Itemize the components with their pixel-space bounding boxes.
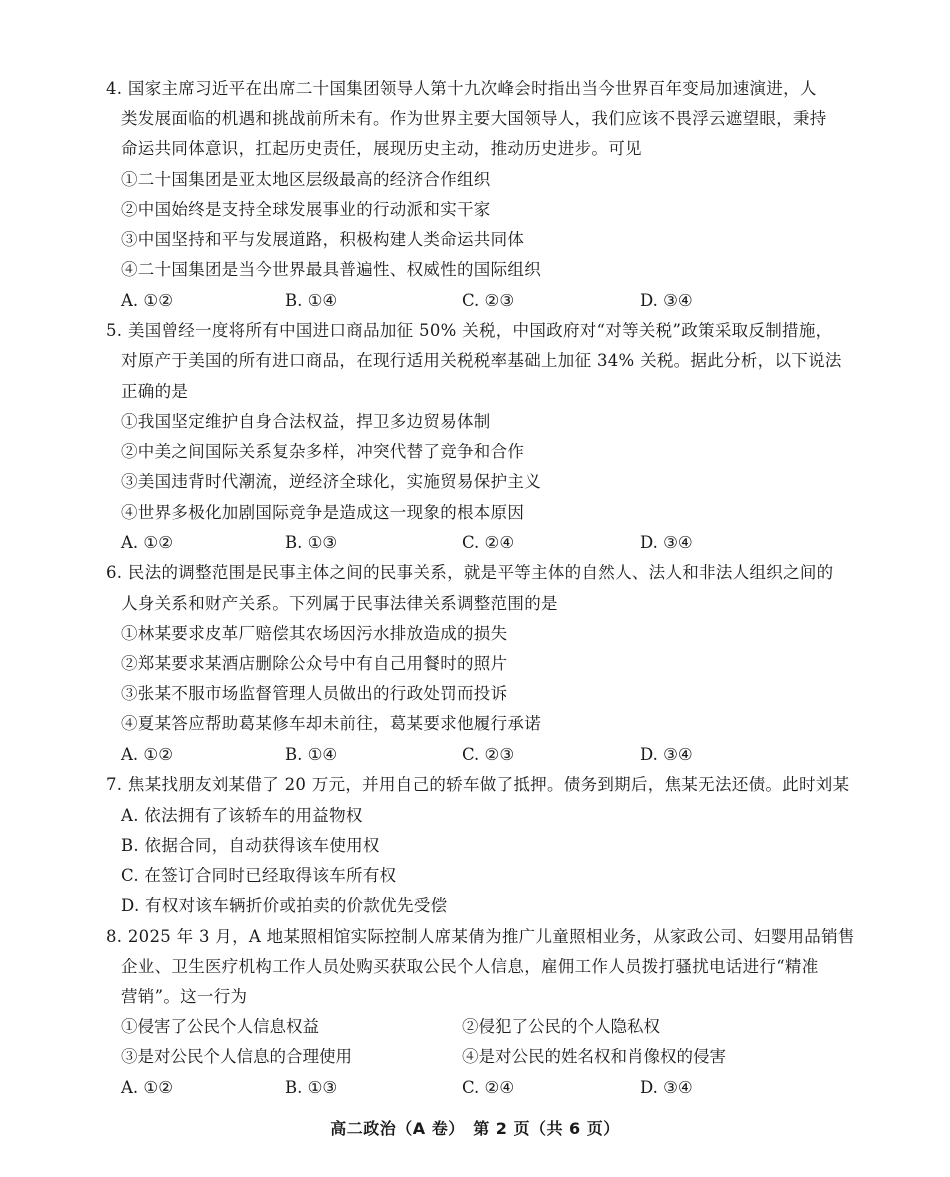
statement: ①我国坚定维护自身合法权益，捍卫多边贸易体制 xyxy=(121,412,491,431)
question-stem-line: 7. 焦某找朋友刘某借了 20 万元，并用自己的轿车做了抵押。债务到期后，焦某无法还债。此时刘某 xyxy=(106,775,850,794)
option-b: B. 依据合同，自动获得该车使用权 xyxy=(121,836,380,855)
statement: ①侵害了公民个人信息权益 xyxy=(121,1017,319,1036)
option-d: D. 有权对该车辆折价或拍卖的价款优先受偿 xyxy=(121,896,448,915)
choice-c: C. ②③ xyxy=(462,745,515,764)
choice-b: B. ①④ xyxy=(285,291,338,310)
statement: ④世界多极化加剧国际竞争是造成这一现象的根本原因 xyxy=(121,503,525,522)
page-footer: 高二政治（A 卷） 第 2 页（共 6 页） xyxy=(330,1119,620,1138)
statement: ②郑某要求某酒店删除公众号中有自己用餐时的照片 xyxy=(121,654,508,673)
option-c: C. 在签订合同时已经取得该车所有权 xyxy=(121,866,397,885)
question-stem-line: 命运共同体意识，扛起历史责任，展现历史主动，推动历史进步。可见 xyxy=(121,139,642,158)
choice-a: A. ①② xyxy=(121,291,173,310)
statement: ②中国始终是支持全球发展事业的行动派和实干家 xyxy=(121,200,491,219)
statement: ②侵犯了公民的个人隐私权 xyxy=(462,1017,660,1036)
choice-a: A. ①② xyxy=(121,533,173,552)
choice-c: C. ②④ xyxy=(462,1078,515,1097)
choice-d: D. ③④ xyxy=(640,533,693,552)
choice-b: B. ①③ xyxy=(285,1078,338,1097)
choice-d: D. ③④ xyxy=(640,291,693,310)
statement: ③美国违背时代潮流，逆经济全球化，实施贸易保护主义 xyxy=(121,472,541,491)
statement: ④是对公民的姓名权和肖像权的侵害 xyxy=(462,1047,726,1066)
choice-d: D. ③④ xyxy=(640,745,693,764)
question-stem-line: 营销”。这一行为 xyxy=(121,987,248,1006)
choice-d: D. ③④ xyxy=(640,1078,693,1097)
statement: ③是对公民个人信息的合理使用 xyxy=(121,1047,352,1066)
question-stem-line: 正确的是 xyxy=(121,382,189,401)
question-stem-line: 企业、卫生医疗机构工作人员处购买获取公民个人信息，雇佣工作人员拨打骚扰电话进行“精准 xyxy=(121,957,819,976)
question-stem-line: 8. 2025 年 3 月，A 地某照相馆实际控制人席某倩为推广儿童照相业务，从家政公司、妇婴用品销售 xyxy=(106,927,855,946)
question-stem-line: 类发展面临的机遇和挑战前所未有。作为世界主要大国领导人，我们应该不畏浮云遮望眼，秉持 xyxy=(121,109,827,128)
choice-a: A. ①② xyxy=(121,745,173,764)
question-stem-line: 5. 美国曾经一度将所有中国进口商品加征 50% 关税，中国政府对“对等关税”政策采取反制措施， xyxy=(106,321,833,340)
statement: ④夏某答应帮助葛某修车却未前往，葛某要求他履行承诺 xyxy=(121,714,541,733)
choice-c: C. ②③ xyxy=(462,291,515,310)
statement: ①二十国集团是亚太地区层级最高的经济合作组织 xyxy=(121,170,491,189)
statement: ①林某要求皮革厂赔偿其农场因污水排放造成的损失 xyxy=(121,624,508,643)
statement: ③张某不服市场监督管理人员做出的行政处罚而投诉 xyxy=(121,684,508,703)
choice-c: C. ②④ xyxy=(462,533,515,552)
question-stem-line: 6. 民法的调整范围是民事主体之间的民事关系，就是平等主体的自然人、法人和非法人组织之间的 xyxy=(106,563,834,582)
statement: ②中美之间国际关系复杂多样，冲突代替了竞争和合作 xyxy=(121,442,525,461)
statement: ③中国坚持和平与发展道路，积极构建人类命运共同体 xyxy=(121,230,525,249)
choice-b: B. ①④ xyxy=(285,745,338,764)
statement: ④二十国集团是当今世界最具普遍性、权威性的国际组织 xyxy=(121,260,541,279)
choice-a: A. ①② xyxy=(121,1078,173,1097)
option-a: A. 依法拥有了该轿车的用益物权 xyxy=(121,806,363,825)
question-stem-line: 对原产于美国的所有进口商品，在现行适用关税税率基础上加征 34% 关税。据此分析，以下说法 xyxy=(121,351,842,370)
choice-b: B. ①③ xyxy=(285,533,338,552)
question-stem-line: 4. 国家主席习近平在出席二十国集团领导人第十九次峰会时指出当今世界百年变局加速演进，人 xyxy=(106,79,817,98)
question-stem-line: 人身关系和财产关系。下列属于民事法律关系调整范围的是 xyxy=(121,594,558,613)
